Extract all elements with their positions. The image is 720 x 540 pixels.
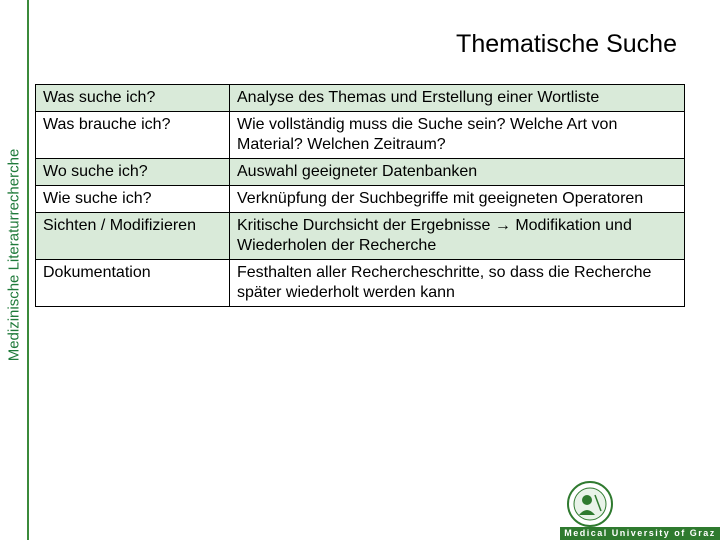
description-cell: Festhalten aller Rechercheschritte, so dass die Recherche später wiederholt werden kann xyxy=(230,260,685,307)
footer-university-name: Medical University of Graz xyxy=(564,528,716,538)
step-cell: Wie suche ich? xyxy=(36,186,230,213)
table-row xyxy=(36,159,685,186)
table-row xyxy=(36,85,685,112)
description-cell: Verknüpfung der Suchbegriffe mit geeigneten Operatoren xyxy=(230,186,685,213)
sidebar xyxy=(0,0,28,540)
description-cell: Kritische Durchsicht der Ergebnisse → Modifikation und Wiederholen der Recherche xyxy=(230,213,685,260)
step-cell: Was brauche ich? xyxy=(36,112,230,159)
description-cell: Auswahl geeigneter Datenbanken xyxy=(230,159,685,186)
table-row xyxy=(36,186,685,213)
footer-bar xyxy=(560,527,720,540)
description-cell: Analyse des Themas und Erstellung einer Wortliste xyxy=(230,85,685,112)
sidebar-divider xyxy=(27,0,29,540)
step-cell: Sichten / Modifizieren xyxy=(36,213,230,260)
step-cell: Dokumentation xyxy=(36,260,230,307)
sidebar-title: Medizinische Literaturrecherche xyxy=(5,148,23,362)
step-cell: Was suche ich? xyxy=(36,85,230,112)
slide-title: Thematische Suche xyxy=(456,30,677,58)
university-seal-logo xyxy=(567,481,613,527)
table-row xyxy=(36,213,685,260)
table-row xyxy=(36,260,685,307)
table-row xyxy=(36,112,685,159)
description-cell: Wie vollständig muss die Suche sein? Welche Art von Material? Welchen Zeitraum? xyxy=(230,112,685,159)
search-steps-table xyxy=(35,84,685,307)
step-cell: Wo suche ich? xyxy=(36,159,230,186)
